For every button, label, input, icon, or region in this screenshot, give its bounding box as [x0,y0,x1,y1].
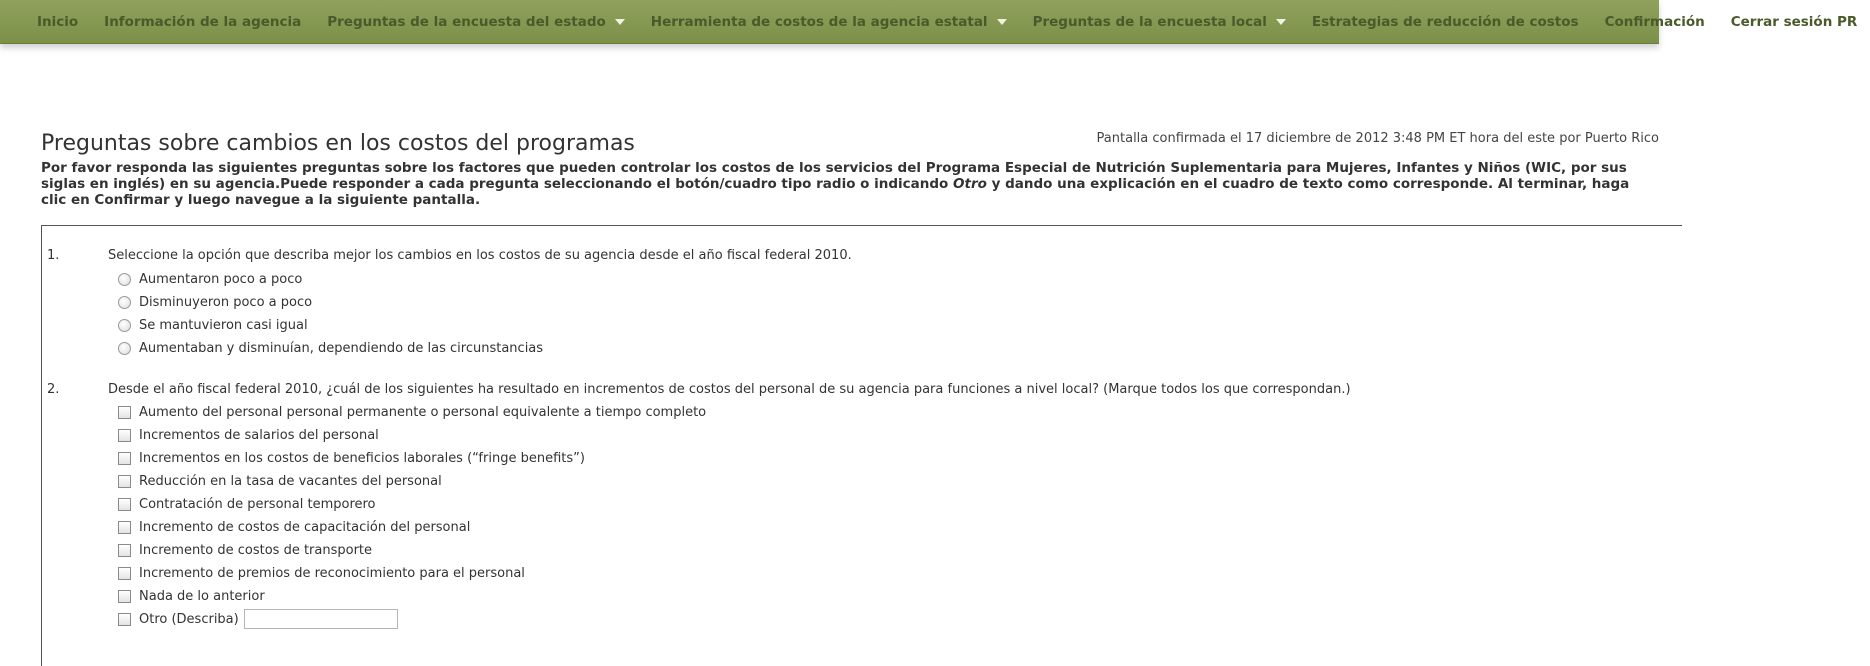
checkbox[interactable] [118,544,131,557]
radio-button[interactable] [118,296,131,309]
main-navbar [0,0,1858,44]
nav-item-estrategias[interactable] [1299,0,1592,43]
q2-option[interactable] [118,497,376,512]
radio-button[interactable] [118,342,131,355]
nav-item-label: Preguntas de la encuesta local [1032,13,1267,30]
checkbox[interactable] [118,429,131,442]
instructions [41,160,1641,208]
option-label: Incrementos de salarios del personal [139,428,379,443]
instructions-other-term: Otro [953,176,987,192]
nav-item-label: Preguntas de la encuesta del estado [327,13,606,30]
checkbox[interactable] [118,590,131,603]
checkbox[interactable] [118,567,131,580]
checkbox[interactable] [118,521,131,534]
q2-option[interactable] [118,543,372,558]
q1-option[interactable] [118,341,543,356]
option-label: Aumentaban y disminuían, dependiendo de las circunstancias [139,341,544,356]
q2-option[interactable] [118,428,379,443]
q2-option[interactable] [118,474,442,489]
caret-down-icon [615,19,625,25]
checkbox[interactable] [118,475,131,488]
checkbox[interactable] [118,452,131,465]
nav-item-label: Confirmación [1604,13,1705,30]
caret-down-icon [997,19,1007,25]
question-number: 2. [47,382,60,397]
nav-item-encuesta-estado[interactable] [314,0,638,43]
nav-item-encuesta-local[interactable] [1020,0,1299,43]
q1-option[interactable] [118,318,308,333]
instructions-part2: y dando una explicación en el cuadro de texto como corresponde. Al terminar, haga clic en Confirmar y luego navegue a la siguiente pantalla. [41,176,1630,208]
caret-down-icon [1276,19,1286,25]
q2-option[interactable] [118,566,525,581]
option-label: Otro (Describa) [139,611,239,627]
page-title: Preguntas sobre cambios en los costos del programas [41,131,635,156]
question-2-text: Desde el año fiscal federal 2010, ¿cuál de los siguientes ha resultado en incrementos de costos del personal de su agencia para funciones a nivel local? (Marque todos los que correspondan.) [108,382,1351,397]
q1-option[interactable] [118,295,312,310]
radio-button[interactable] [118,319,131,332]
nav-item-label: Herramienta de costos de la agencia estatal [650,13,988,30]
option-label: Contratación de personal temporero [139,497,376,512]
q1-option[interactable] [118,272,302,287]
other-description-input[interactable] [244,609,398,629]
checkbox[interactable] [118,613,131,626]
option-label: Aumento del personal personal permanente o personal equivalente a tiempo completo [139,405,707,420]
radio-button[interactable] [118,273,131,286]
q2-option[interactable] [118,451,585,466]
option-label: Incrementos en los costos de beneficios laborales (“fringe benefits”) [139,451,585,466]
nav-item-informacion-agencia[interactable] [91,0,314,43]
option-label: Reducción en la tasa de vacantes del personal [139,474,442,489]
q2-option-other[interactable] [118,609,398,629]
nav-item-label: Información de la agencia [104,13,302,30]
checkbox[interactable] [118,498,131,511]
checkbox[interactable] [118,406,131,419]
nav-item-inicio[interactable] [24,0,91,43]
option-label: Incremento de premios de reconocimiento para el personal [139,566,525,581]
nav-item-label: Estrategias de reducción de costos [1311,13,1579,30]
option-label: Se mantuvieron casi igual [139,318,308,333]
question-number: 1. [47,248,60,263]
question-1-text: Seleccione la opción que describa mejor los cambios en los costos de su agencia desde el año fiscal federal 2010. [108,248,852,263]
nav-item-cerrar-sesion[interactable] [1718,0,1870,43]
confirmation-status: Pantalla confirmada el 17 diciembre de 2012 3:48 PM ET hora del este por Puerto Rico [1096,131,1659,146]
survey-form [41,225,1682,666]
option-label: Aumentaron poco a poco [139,272,303,287]
nav-item-label: Cerrar sesión PR [1730,13,1858,30]
q2-option[interactable] [118,589,265,604]
option-label: Nada de lo anterior [139,589,265,604]
q2-option[interactable] [118,520,470,535]
option-label: Incremento de costos de capacitación del personal [139,520,471,535]
option-label: Incremento de costos de transporte [139,543,373,558]
option-label: Disminuyeron poco a poco [139,295,313,310]
nav-item-label: Inicio [37,13,79,30]
instructions-part1: Por favor responda las siguientes preguntas sobre los factores que pueden controlar los costos de los servicios del Programa Especial de Nutrición Suplementaria para Mujeres, Infantes y Niños (WIC, por sus siglas en inglés) en su agencia.Puede responder a cada pregunta seleccionando el botón/cuadro tipo radio o indicando [41,160,1627,192]
q2-option[interactable] [118,405,706,420]
nav-item-confirmacion[interactable] [1592,0,1718,43]
nav-item-herramienta-costos[interactable] [638,0,1020,43]
